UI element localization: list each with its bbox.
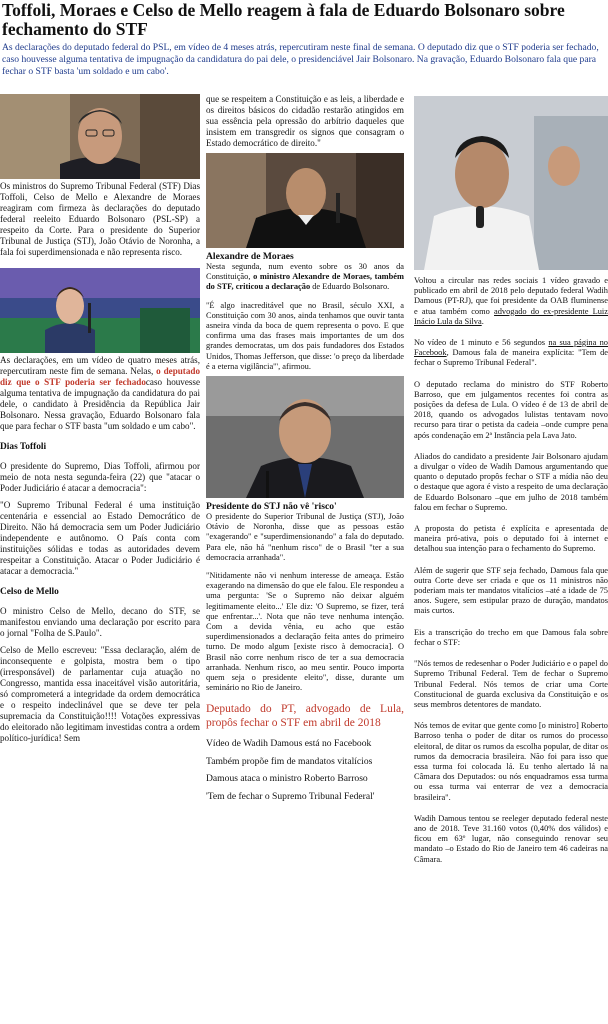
photo-wadih-damous: [414, 96, 608, 270]
col1-paragraph-4: "O Supremo Tribunal Federal é uma instituição centenária e essencial ao Estado Democrático de Direito. Não há democracia sem um Poder Judiciário independente e autônomo. O País conta com instituições sólidas e todas as autoridades devem respeitar a Constituição. Atacar o Poder Judiciário é atacar a democracia.": [0, 500, 200, 576]
col3-paragraph-6: Além de sugerir que STF seja fechado, Damous fala que outra Corte deve ser criada e que os 11 ministros não poderiam mais ter mandatos vitalícios –até a idade de 75 anos. Sugere, sem estipular prazo de duração, mandatos mais curtos.: [414, 565, 608, 616]
col3-paragraph-4: Aliados do candidato a presidente Jair Bolsonaro ajudam a divulgar o vídeo de Wadih Damous argumentando que quanto o deputado propôs fechar o STF a mídia não deu o destaque que agora é visto a respeito de uma declaração de Eduardo Bolsonaro –que em julho de 2018 também falou em fechar o Supremo.: [414, 451, 608, 512]
damous-portrait-image: [414, 96, 608, 270]
col1-paragraph-5: O ministro Celso de Mello, decano do STF, se manifestou enviando uma declaração por escrito para o jornal "Folha de S.Paulo".: [0, 606, 200, 638]
moraes-caption-part-2: de Eduardo Bolsonaro.: [310, 282, 390, 292]
photo-toffoli: [0, 94, 200, 179]
moraes-caption-part-1: Nesta segunda, num evento sobre os 30 anos da Constituição,: [206, 262, 404, 282]
col3-p2-text-before: No vídeo de 1 minuto e 56 segundos: [414, 338, 549, 348]
moraes-portrait-image: [206, 153, 404, 248]
col3-p1-text-after: .: [481, 316, 484, 326]
col3-p2-text-after: , Damous fala de maneira explícita: "Tem de fechar o Supremo Tribunal Federal".: [414, 348, 608, 368]
column-left: [0, 94, 200, 744]
section-heading-toffoli: Dias Toffoli: [0, 442, 47, 452]
noronha-portrait-image: [206, 376, 404, 498]
stj-title: Presidente do STJ não vê 'risco': [206, 501, 337, 513]
related-item[interactable]: 'Tem de fechar o Supremo Tribunal Federal': [206, 790, 375, 802]
moraes-title: Alexandre de Moraes: [206, 251, 294, 262]
column-right: [414, 96, 608, 876]
related-item[interactable]: Vídeo de Wadih Damous está no Facebook: [206, 738, 372, 750]
facebook-page-link[interactable]: na sua página no Facebook: [414, 338, 608, 358]
related-item[interactable]: Também propõe fim de mandatos vitalícios: [206, 755, 373, 767]
col2-paragraph-1: que se respeitem a Constituição e as leis, a liberdade e os direitos básicos do cidadão restarão atingidos em sua essência pela opressão do arbítrio daqueles que insistem em transgredir os signos que consagram o Estado democrático de direito.": [206, 94, 404, 148]
section-heading-celso: Celso de Mello: [0, 587, 59, 597]
col1-p2-text-before: As declarações, em um vídeo de quatro meses atrás, repercutiram neste fim de semana. Nelas,: [0, 355, 200, 376]
stj-caption: O presidente do Superior Tribunal de Justiça (STJ), João Otávio de Noronha, disse que as pessoas estão "exagerando" e "superdimensionando" a fala do deputado. Para ele, não há "nenhum risco" de o Brasil "ter a sua democracia arranhada".: [206, 512, 404, 562]
photo-eduardo-bolsonaro: [0, 268, 200, 353]
col3-paragraph-2: [414, 338, 608, 369]
col3-paragraph-10: Wadih Damous tentou se reeleger deputado federal neste ano de 2018. Teve 31.160 votos (0,40% dos válidos) e ficou em 63º lugar, não conseguindo renovar seu mandato –o Estado do Rio de Janeiro tem 46 cadeiras na Câmara.: [414, 813, 608, 864]
col1-paragraph-2: [0, 355, 200, 432]
eduardo-bolsonaro-image: [0, 268, 200, 353]
related-item[interactable]: Damous ataca o ministro Roberto Barroso: [206, 773, 368, 785]
col3-paragraph-8: "Nós temos de redesenhar o Poder Judiciário e o papel do Supremo Tribunal Federal. Tem de fechar o Supremo Tribunal Federal. Nós temos de criar uma Corte Constitucional de guarda exclusiva da Constituição e os seus membros detentores de mandato.: [414, 659, 608, 709]
col3-paragraph-9: Nós temos de evitar que gente como [o ministro] Roberto Barroso tenha o poder de ditar os rumos do processo eleitoral, de ditar os rumos da escolha popular, de ditar os rumos da democracia brasileira. Não foi para isso que essa turma foi colocada lá. Eu tenho alertado lá na Câmara dos Deputados: ou nós enquadramos essa turma ou essa turma vai enterrar de vez a democracia brasileira".: [414, 721, 608, 802]
col1-paragraph-6: Celso de Mello escreveu: "Essa declaração, além de inconsequente e golpista, mostra bem o tipo (irresponsável) de parlamentar cuja atuação no Congresso, mantida essa inaceitável visão autoritária, só comprometerá a integridade da ordem democrática e o respeito indeclinável que se deve ter pela supremacia da Constituição!!!! Votações expressivas do eleitorado não legitimam investidas contra a ordem político-jurídica! Sem: [0, 645, 200, 743]
stj-quote: "Nitidamente não vi nenhum interesse de ameaça. Estão exagerando na dimensão do que ele falou. Ele respondeu a uma pergunta: 'Se o Supremo não deixar alguém legitimamente eleito...' Ele diz: 'O Supremo, se fizer, terá que enfrentar...'. Nota que não teve nenhuma intenção. Com a devida vênia, eu acho que estão superdimensionados a declaração feita antes do primeiro turno. De modo algum [existe risco à democracia]. O Brasil não corre nenhum risco de ter a sua democracia arranhada. Nenhum risco, ao meu sentir. Pouco importa quem seja o presidente eleito", disse, durante um seminário no Rio de Janeiro.: [206, 571, 404, 693]
column-middle: [206, 94, 404, 808]
photo-alexandre-de-moraes: [206, 153, 404, 248]
col1-p2-text-after: caso houvesse alguma tentativa de impugnação da candidatura do pai dele, o candidato à Presidência da República Jair Bolsonaro. Nessa gravação, Eduardo Bolsonaro fala que para fechar o STF basta "um soldado e um cabo".: [0, 377, 200, 431]
moraes-caption: [206, 262, 404, 293]
related-article-heading[interactable]: Deputado do PT, advogado de Lula, propôs fechar o STF em abril de 2018: [206, 703, 404, 729]
col3-paragraph-1: [414, 276, 608, 327]
related-article-list: [206, 738, 404, 802]
col3-paragraph-3: O deputado reclama do ministro do STF Roberto Barroso, que em julgamentos recentes foi contra as posições da defesa de Lula. O vídeo é de 13 de abril de 2018, quando os advogados lulistas tentavam novo recurso para tirar o petista da cadeia –onde cumpre pena após condenação em 2ª Instância pela Lava Jato.: [414, 379, 608, 440]
article-lede: As declarações do deputado federal do PSL, em vídeo de 4 meses atrás, repercutiram neste final de semana. O deputado diz que o STF poderia ser fechado, caso houvesse alguma tentativa de impugnação da candidatura do pai dele, o presidenciável Jair Bolsonaro. Na gravação, Eduardo Bolsonaro fala que para fechar o STF basta 'um soldado e um cabo'.: [2, 42, 599, 77]
col1-paragraph-1: Os ministros do Supremo Tribunal Federal (STF) Dias Toffoli, Celso de Mello e Alexandre de Moraes reagiram com firmeza às declarações do deputado federal reeleito Eduardo Bolsonaro (PSL-SP) a respeito da Corte. Para o presidente do Superior Tribunal de Justiça (STJ), João Otávio de Noronha, a fala foi superdimensionada e não representa risco.: [0, 181, 200, 257]
col3-p1-text-before: Voltou a circular nas redes sociais 1 vídeo gravado e publicado em abril de 2018 pelo deputado federal Wadih Damous (PT-RJ), que foi presidente da OAB fluminense e atua também como: [414, 276, 608, 316]
col3-paragraph-7: Eis a transcrição do trecho em que Damous fala sobre fechar o STF:: [414, 627, 608, 647]
col1-p2-highlight: o deputado diz que o STF poderia ser fechado: [0, 366, 200, 387]
lula-lawyer-link[interactable]: advogado do ex-presidente Luiz Inácio Lula da Silva: [414, 306, 608, 326]
col1-paragraph-3: O presidente do Supremo, Dias Toffoli, afirmou por meio de nota nesta segunda-feira (22) que "atacar o Poder Judiciário é atacar a democracia":: [0, 461, 200, 493]
moraes-quote: "É algo inacreditável que no Brasil, século XXI, a Constituição com 30 anos, ainda tenhamos que ouvir tanta asneira vinda da boca de quem representa o povo. E que confirma uma das frases mais importantes de um dos grandes democratas, um dos pais fundadores dos Estados Unidos, Thomas Jefferson, que disse: 'o preço da liberdade é a eterna vigilância'", afirmou.: [206, 300, 404, 371]
photo-noronha: [206, 376, 404, 498]
toffoli-portrait-image: [0, 94, 200, 179]
moraes-caption-bold: o ministro Alexandre de Moraes, também do STF, criticou a declaração: [206, 272, 404, 292]
col3-paragraph-5: A proposta do petista é explícita e apresentada de maneira pró-ativa, pois o deputado foi à internet e detalhou sua intenção para o fechamento do Supremo.: [414, 524, 608, 554]
article-headline: Toffoli, Moraes e Celso de Mello reagem à fala de Eduardo Bolsonaro sobre fechamento do STF: [2, 0, 565, 39]
